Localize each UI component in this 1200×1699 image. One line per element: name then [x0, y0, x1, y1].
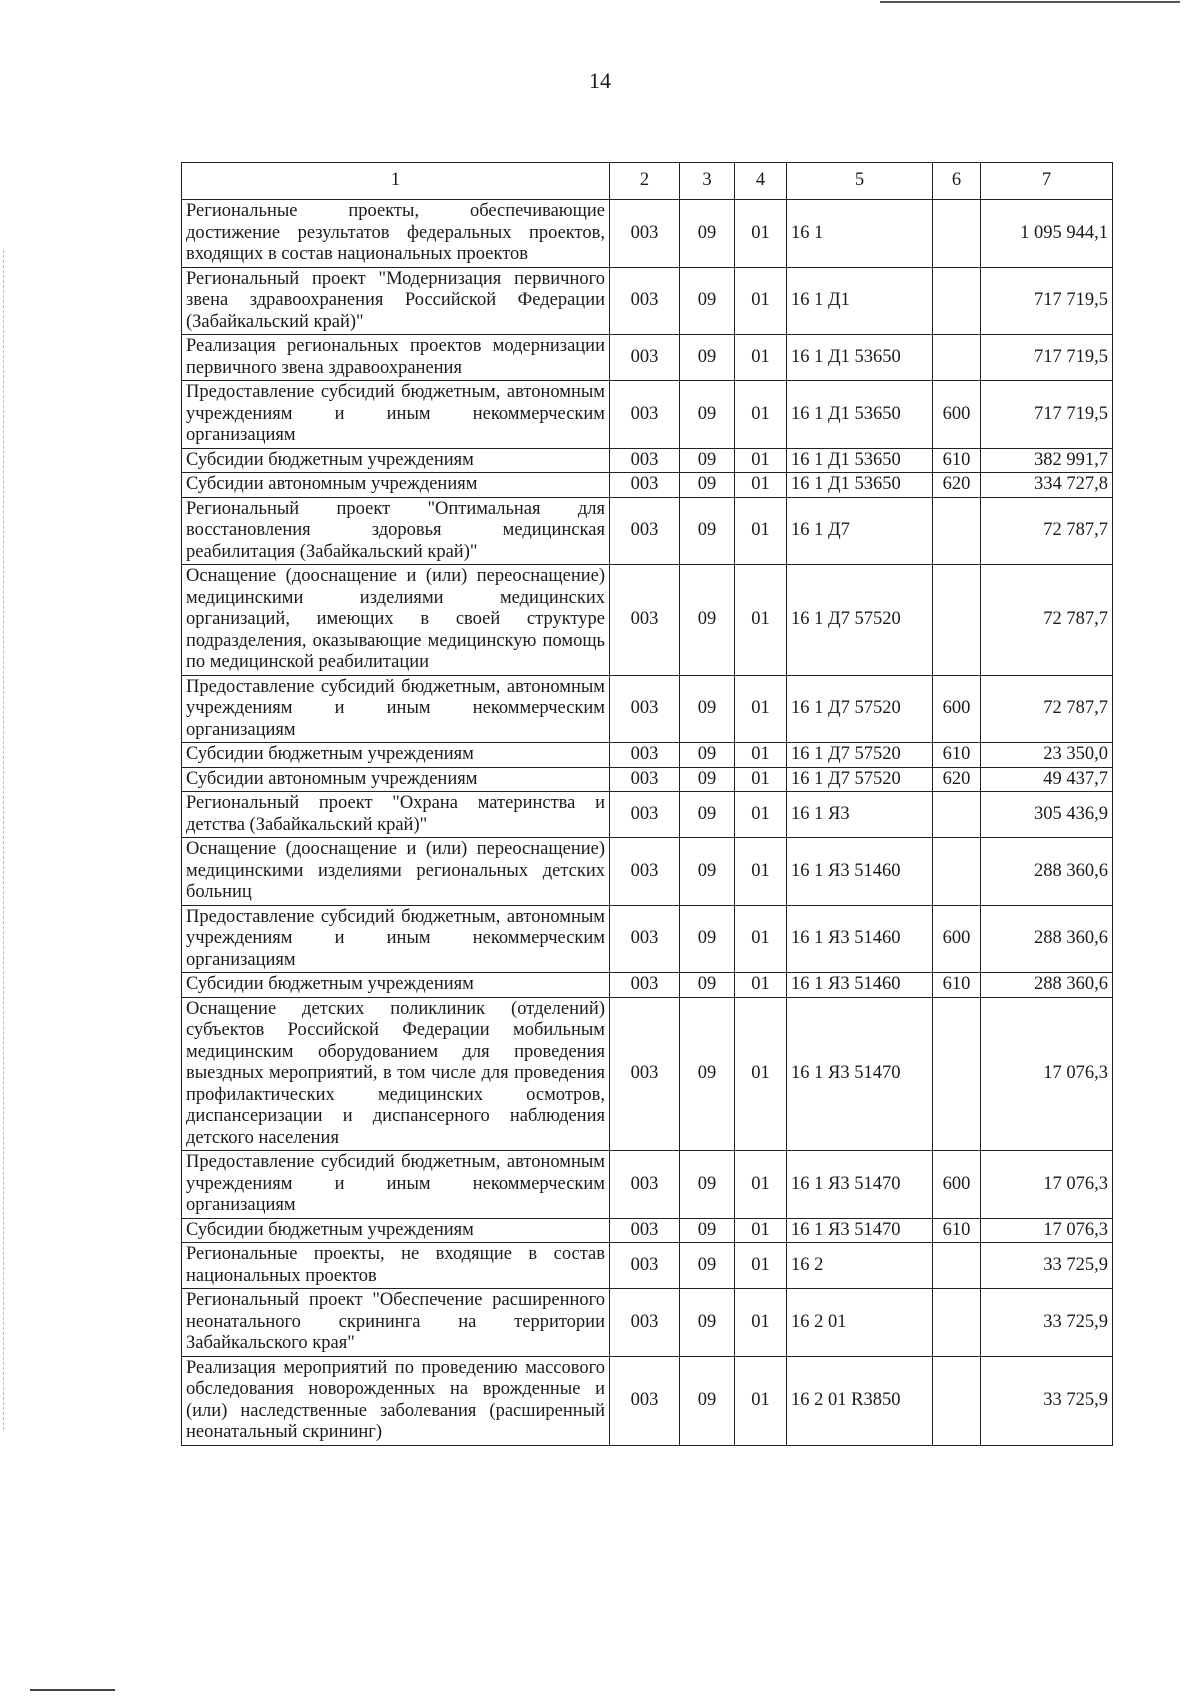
top-edge-rule — [880, 1, 1180, 3]
item-name-cell: Региональные проекты, не входящие в состав национальных проектов — [182, 1243, 610, 1289]
expense-type-cell — [933, 1356, 981, 1445]
expense-type-cell: 600 — [933, 905, 981, 973]
item-name-cell: Предоставление субсидий бюджетным, автономным учреждениям и иным некоммерческим организациям — [182, 1151, 610, 1219]
amount-cell: 23 350,0 — [981, 743, 1113, 768]
ministry-code-cell: 003 — [610, 838, 680, 906]
table-row — [182, 905, 1113, 973]
scan-margin-marks — [3, 250, 4, 1430]
expense-type-cell: 600 — [933, 1151, 981, 1219]
section-code-cell: 09 — [680, 1151, 735, 1219]
item-name-cell: Предоставление субсидий бюджетным, автономным учреждениям и иным некоммерческим организациям — [182, 381, 610, 449]
expense-type-cell — [933, 565, 981, 676]
ministry-code-cell: 003 — [610, 335, 680, 381]
target-article-cell: 16 1 Д7 — [787, 497, 933, 565]
subsection-code-cell: 01 — [735, 473, 787, 498]
column-header-5: 5 — [787, 163, 933, 200]
section-code-cell: 09 — [680, 675, 735, 743]
ministry-code-cell: 003 — [610, 743, 680, 768]
ministry-code-cell: 003 — [610, 200, 680, 268]
item-name-cell: Региональный проект "Обеспечение расширенного неонатального скрининга на территории Забайкальского края" — [182, 1289, 610, 1357]
subsection-code-cell: 01 — [735, 497, 787, 565]
expense-type-cell: 610 — [933, 973, 981, 998]
target-article-cell: 16 1 Д7 57520 — [787, 565, 933, 676]
table-row — [182, 381, 1113, 449]
expense-type-cell — [933, 200, 981, 268]
amount-cell: 1 095 944,1 — [981, 200, 1113, 268]
budget-table — [181, 162, 1113, 1446]
ministry-code-cell: 003 — [610, 1243, 680, 1289]
ministry-code-cell: 003 — [610, 448, 680, 473]
item-name-cell: Оснащение (дооснащение и (или) переоснащение) медицинскими изделиями медицинских организаций, имеющих в своей структуре подразделения, оказывающие медицинскую помощь по медицинской реабилитации — [182, 565, 610, 676]
table-row — [182, 335, 1113, 381]
amount-cell: 33 725,9 — [981, 1289, 1113, 1357]
item-name-cell: Оснащение (дооснащение и (или) переоснащение) медицинскими изделиями региональных детских больниц — [182, 838, 610, 906]
subsection-code-cell: 01 — [735, 675, 787, 743]
section-code-cell: 09 — [680, 565, 735, 676]
expense-type-cell: 600 — [933, 675, 981, 743]
amount-cell: 72 787,7 — [981, 565, 1113, 676]
subsection-code-cell: 01 — [735, 1356, 787, 1445]
table-row — [182, 792, 1113, 838]
table-row — [182, 1243, 1113, 1289]
section-code-cell: 09 — [680, 1218, 735, 1243]
table-row — [182, 767, 1113, 792]
item-name-cell: Субсидии бюджетным учреждениям — [182, 1218, 610, 1243]
amount-cell: 288 360,6 — [981, 905, 1113, 973]
subsection-code-cell: 01 — [735, 335, 787, 381]
expense-type-cell: 610 — [933, 448, 981, 473]
section-code-cell: 09 — [680, 473, 735, 498]
amount-cell: 305 436,9 — [981, 792, 1113, 838]
table-row — [182, 565, 1113, 676]
subsection-code-cell: 01 — [735, 743, 787, 768]
table-body — [182, 200, 1113, 1446]
item-name-cell: Предоставление субсидий бюджетным, автономным учреждениям и иным некоммерческим организациям — [182, 905, 610, 973]
subsection-code-cell: 01 — [735, 267, 787, 335]
ministry-code-cell: 003 — [610, 1151, 680, 1219]
amount-cell: 33 725,9 — [981, 1356, 1113, 1445]
table-row — [182, 267, 1113, 335]
target-article-cell: 16 1 Я3 — [787, 792, 933, 838]
ministry-code-cell: 003 — [610, 1289, 680, 1357]
amount-cell: 17 076,3 — [981, 997, 1113, 1151]
column-header-1: 1 — [182, 163, 610, 200]
subsection-code-cell: 01 — [735, 1289, 787, 1357]
subsection-code-cell: 01 — [735, 973, 787, 998]
column-header-3: 3 — [680, 163, 735, 200]
table-row — [182, 473, 1113, 498]
table-header-row — [182, 163, 1113, 200]
item-name-cell: Субсидии автономным учреждениям — [182, 767, 610, 792]
table-row — [182, 1218, 1113, 1243]
ministry-code-cell: 003 — [610, 675, 680, 743]
subsection-code-cell: 01 — [735, 997, 787, 1151]
table-row — [182, 1151, 1113, 1219]
table-row — [182, 838, 1113, 906]
item-name-cell: Региональные проекты, обеспечивающие достижение результатов федеральных проектов, входящих в состав национальных проектов — [182, 200, 610, 268]
amount-cell: 717 719,5 — [981, 381, 1113, 449]
section-code-cell: 09 — [680, 838, 735, 906]
target-article-cell: 16 1 Д7 57520 — [787, 675, 933, 743]
subsection-code-cell: 01 — [735, 1243, 787, 1289]
ministry-code-cell: 003 — [610, 565, 680, 676]
item-name-cell: Субсидии бюджетным учреждениям — [182, 743, 610, 768]
table-row — [182, 497, 1113, 565]
subsection-code-cell: 01 — [735, 565, 787, 676]
item-name-cell: Предоставление субсидий бюджетным, автономным учреждениям и иным некоммерческим организациям — [182, 675, 610, 743]
amount-cell: 288 360,6 — [981, 973, 1113, 998]
section-code-cell: 09 — [680, 448, 735, 473]
item-name-cell: Реализация мероприятий по проведению массового обследования новорожденных на врожденные и (или) наследственные заболевания (расширенный неонатальный скрининг) — [182, 1356, 610, 1445]
amount-cell: 17 076,3 — [981, 1218, 1113, 1243]
table-row — [182, 1289, 1113, 1357]
target-article-cell: 16 2 01 — [787, 1289, 933, 1357]
ministry-code-cell: 003 — [610, 767, 680, 792]
column-header-2: 2 — [610, 163, 680, 200]
expense-type-cell — [933, 1289, 981, 1357]
item-name-cell: Субсидии автономным учреждениям — [182, 473, 610, 498]
target-article-cell: 16 1 Д1 53650 — [787, 335, 933, 381]
subsection-code-cell: 01 — [735, 792, 787, 838]
section-code-cell: 09 — [680, 905, 735, 973]
ministry-code-cell: 003 — [610, 267, 680, 335]
ministry-code-cell: 003 — [610, 905, 680, 973]
page-number: 14 — [589, 68, 611, 93]
item-name-cell: Субсидии бюджетным учреждениям — [182, 973, 610, 998]
subsection-code-cell: 01 — [735, 1218, 787, 1243]
expense-type-cell: 620 — [933, 473, 981, 498]
ministry-code-cell: 003 — [610, 473, 680, 498]
amount-cell: 33 725,9 — [981, 1243, 1113, 1289]
section-code-cell: 09 — [680, 792, 735, 838]
amount-cell: 717 719,5 — [981, 267, 1113, 335]
item-name-cell: Региональный проект "Охрана материнства и детства (Забайкальский край)" — [182, 792, 610, 838]
amount-cell: 288 360,6 — [981, 838, 1113, 906]
table-row — [182, 200, 1113, 268]
expense-type-cell — [933, 335, 981, 381]
target-article-cell: 16 1 Д1 53650 — [787, 381, 933, 449]
subsection-code-cell: 01 — [735, 905, 787, 973]
table-row — [182, 675, 1113, 743]
section-code-cell: 09 — [680, 267, 735, 335]
ministry-code-cell: 003 — [610, 381, 680, 449]
amount-cell: 49 437,7 — [981, 767, 1113, 792]
expense-type-cell: 610 — [933, 1218, 981, 1243]
amount-cell: 717 719,5 — [981, 335, 1113, 381]
section-code-cell: 09 — [680, 1289, 735, 1357]
target-article-cell: 16 1 — [787, 200, 933, 268]
subsection-code-cell: 01 — [735, 448, 787, 473]
target-article-cell: 16 1 Д1 — [787, 267, 933, 335]
section-code-cell: 09 — [680, 381, 735, 449]
column-header-7: 7 — [981, 163, 1113, 200]
expense-type-cell — [933, 497, 981, 565]
ministry-code-cell: 003 — [610, 1218, 680, 1243]
table-row — [182, 1356, 1113, 1445]
target-article-cell: 16 1 Д7 57520 — [787, 767, 933, 792]
expense-type-cell — [933, 838, 981, 906]
target-article-cell: 16 1 Я3 51470 — [787, 997, 933, 1151]
amount-cell: 72 787,7 — [981, 497, 1113, 565]
ministry-code-cell: 003 — [610, 973, 680, 998]
amount-cell: 382 991,7 — [981, 448, 1113, 473]
table-row — [182, 973, 1113, 998]
ministry-code-cell: 003 — [610, 792, 680, 838]
target-article-cell: 16 1 Я3 51470 — [787, 1218, 933, 1243]
target-article-cell: 16 1 Я3 51460 — [787, 838, 933, 906]
target-article-cell: 16 2 — [787, 1243, 933, 1289]
expense-type-cell — [933, 792, 981, 838]
ministry-code-cell: 003 — [610, 1356, 680, 1445]
table-row — [182, 448, 1113, 473]
item-name-cell: Региональный проект "Модернизация первичного звена здравоохранения Российской Федерации (Забайкальский край)" — [182, 267, 610, 335]
section-code-cell: 09 — [680, 1356, 735, 1445]
section-code-cell: 09 — [680, 973, 735, 998]
section-code-cell: 09 — [680, 335, 735, 381]
expense-type-cell: 600 — [933, 381, 981, 449]
subsection-code-cell: 01 — [735, 767, 787, 792]
subsection-code-cell: 01 — [735, 381, 787, 449]
target-article-cell: 16 1 Я3 51460 — [787, 905, 933, 973]
target-article-cell: 16 2 01 R3850 — [787, 1356, 933, 1445]
target-article-cell: 16 1 Д1 53650 — [787, 473, 933, 498]
section-code-cell: 09 — [680, 1243, 735, 1289]
table-row — [182, 743, 1113, 768]
ministry-code-cell: 003 — [610, 997, 680, 1151]
bottom-edge-rule — [30, 1689, 115, 1691]
expense-type-cell — [933, 267, 981, 335]
amount-cell: 72 787,7 — [981, 675, 1113, 743]
subsection-code-cell: 01 — [735, 200, 787, 268]
target-article-cell: 16 1 Я3 51460 — [787, 973, 933, 998]
ministry-code-cell: 003 — [610, 497, 680, 565]
expense-type-cell: 620 — [933, 767, 981, 792]
table-row — [182, 997, 1113, 1151]
target-article-cell: 16 1 Д7 57520 — [787, 743, 933, 768]
section-code-cell: 09 — [680, 997, 735, 1151]
target-article-cell: 16 1 Д1 53650 — [787, 448, 933, 473]
item-name-cell: Региональный проект "Оптимальная для восстановления здоровья медицинская реабилитация (Забайкальский край)" — [182, 497, 610, 565]
target-article-cell: 16 1 Я3 51470 — [787, 1151, 933, 1219]
section-code-cell: 09 — [680, 767, 735, 792]
amount-cell: 334 727,8 — [981, 473, 1113, 498]
section-code-cell: 09 — [680, 200, 735, 268]
column-header-4: 4 — [735, 163, 787, 200]
expense-type-cell — [933, 1243, 981, 1289]
subsection-code-cell: 01 — [735, 838, 787, 906]
item-name-cell: Оснащение детских поликлиник (отделений) субъектов Российской Федерации мобильным медицинским оборудованием для проведения выездных мероприятий, в том числе для проведения профилактических медицинских осмотров, диспансеризации и диспансерного наблюдения детского населения — [182, 997, 610, 1151]
section-code-cell: 09 — [680, 497, 735, 565]
item-name-cell: Субсидии бюджетным учреждениям — [182, 448, 610, 473]
expense-type-cell: 610 — [933, 743, 981, 768]
item-name-cell: Реализация региональных проектов модернизации первичного звена здравоохранения — [182, 335, 610, 381]
subsection-code-cell: 01 — [735, 1151, 787, 1219]
section-code-cell: 09 — [680, 743, 735, 768]
column-header-6: 6 — [933, 163, 981, 200]
amount-cell: 17 076,3 — [981, 1151, 1113, 1219]
expense-type-cell — [933, 997, 981, 1151]
